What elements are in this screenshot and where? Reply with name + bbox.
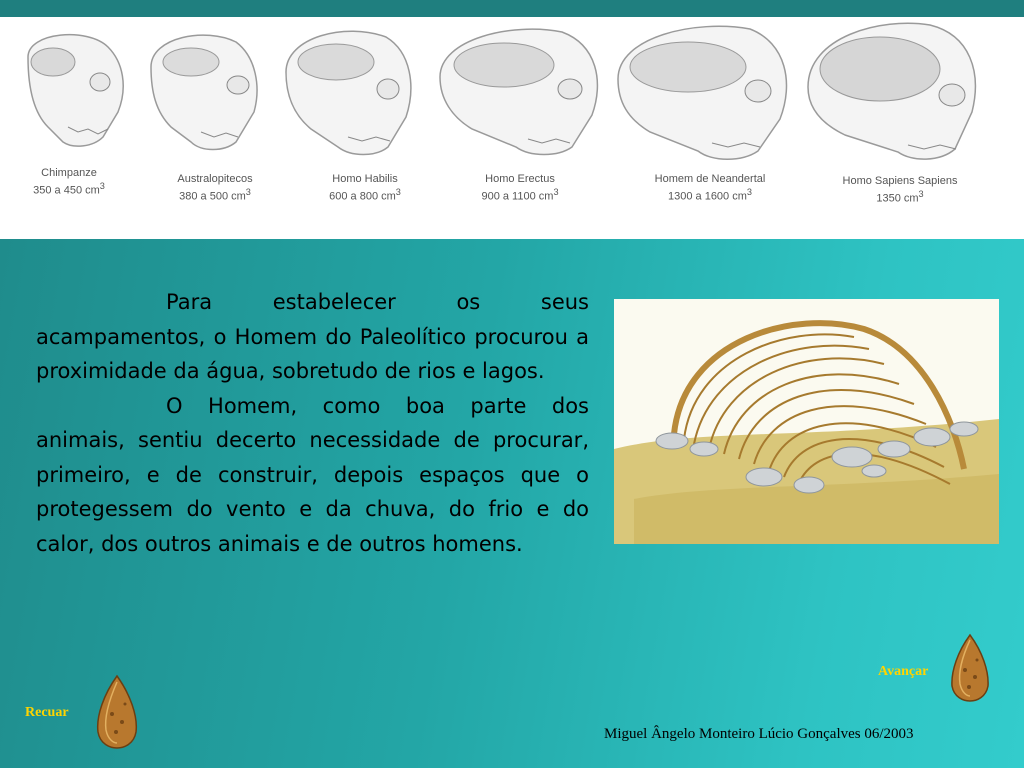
homo-erectus-skull-illustration: [432, 17, 612, 167]
content-panel: [0, 239, 1024, 768]
skull-volume: 1300 a 1600 $cm^3$: [668, 187, 752, 203]
back-label: Recuar: [25, 705, 69, 720]
author-credit: Miguel Ângelo Monteiro Lúcio Gonçalves 06/2003: [604, 726, 914, 742]
skull-name: Chimpanze: [41, 167, 97, 179]
skull-caption-homo-sapiens: [820, 175, 980, 206]
homo-habilis-skull-illustration: [276, 17, 426, 167]
homo-sapiens-skull-illustration: [800, 17, 990, 177]
back-button[interactable]: [22, 674, 142, 754]
body-text: [36, 285, 589, 561]
forward-label: Avançar: [878, 664, 929, 679]
neanderthal-skull-illustration: [610, 17, 800, 172]
chimpanzee-skull-illustration: [8, 17, 138, 162]
skull-volume: 600 a 800 $cm^3$: [329, 187, 401, 203]
skull-name: Homo Sapiens Sapiens: [842, 175, 958, 187]
skull-caption-australopithecus: [160, 173, 270, 204]
skull-volume: 350 a 450 $cm^3$: [33, 181, 105, 197]
top-bar: [0, 0, 1024, 17]
skull-caption-homo-habilis: [310, 173, 420, 204]
skull-volume: 1350 $cm^3$: [876, 189, 924, 205]
forward-button[interactable]: [876, 633, 996, 703]
skull-evolution-banner: [0, 17, 1024, 239]
skull-name: Australopitecos: [177, 173, 253, 185]
paragraph-settlement: Para estabelecer os seus acampamentos, o Homem do Paleolítico procurou a proximidade da água, sobretudo de rios e lagos.: [36, 290, 589, 383]
hand-axe-icon: [947, 633, 993, 703]
skull-volume: 900 a 1100 $cm^3$: [481, 187, 559, 203]
australopithecus-skull-illustration: [136, 17, 276, 162]
skull-volume: 380 a 500 $cm^3$: [179, 187, 251, 203]
paragraph-shelter: O Homem, como boa parte dos animais, sentiu decerto necessidade de procurar, primeiro, e de construir, depois espaços que o protegessem do vento e da chuva, do frio e do calor, dos outros animais e de outros homens.: [36, 393, 589, 556]
skull-name: Homo Habilis: [332, 173, 398, 185]
paleolithic-hut-illustration: [614, 299, 999, 544]
skull-caption-chimpanzee: [24, 167, 114, 198]
skull-caption-neanderthal: [625, 173, 795, 204]
skull-name: Homem de Neandertal: [654, 173, 766, 185]
skull-name: Homo Erectus: [485, 173, 555, 185]
skull-caption-homo-erectus: [460, 173, 580, 204]
hand-axe-icon: [92, 674, 142, 750]
